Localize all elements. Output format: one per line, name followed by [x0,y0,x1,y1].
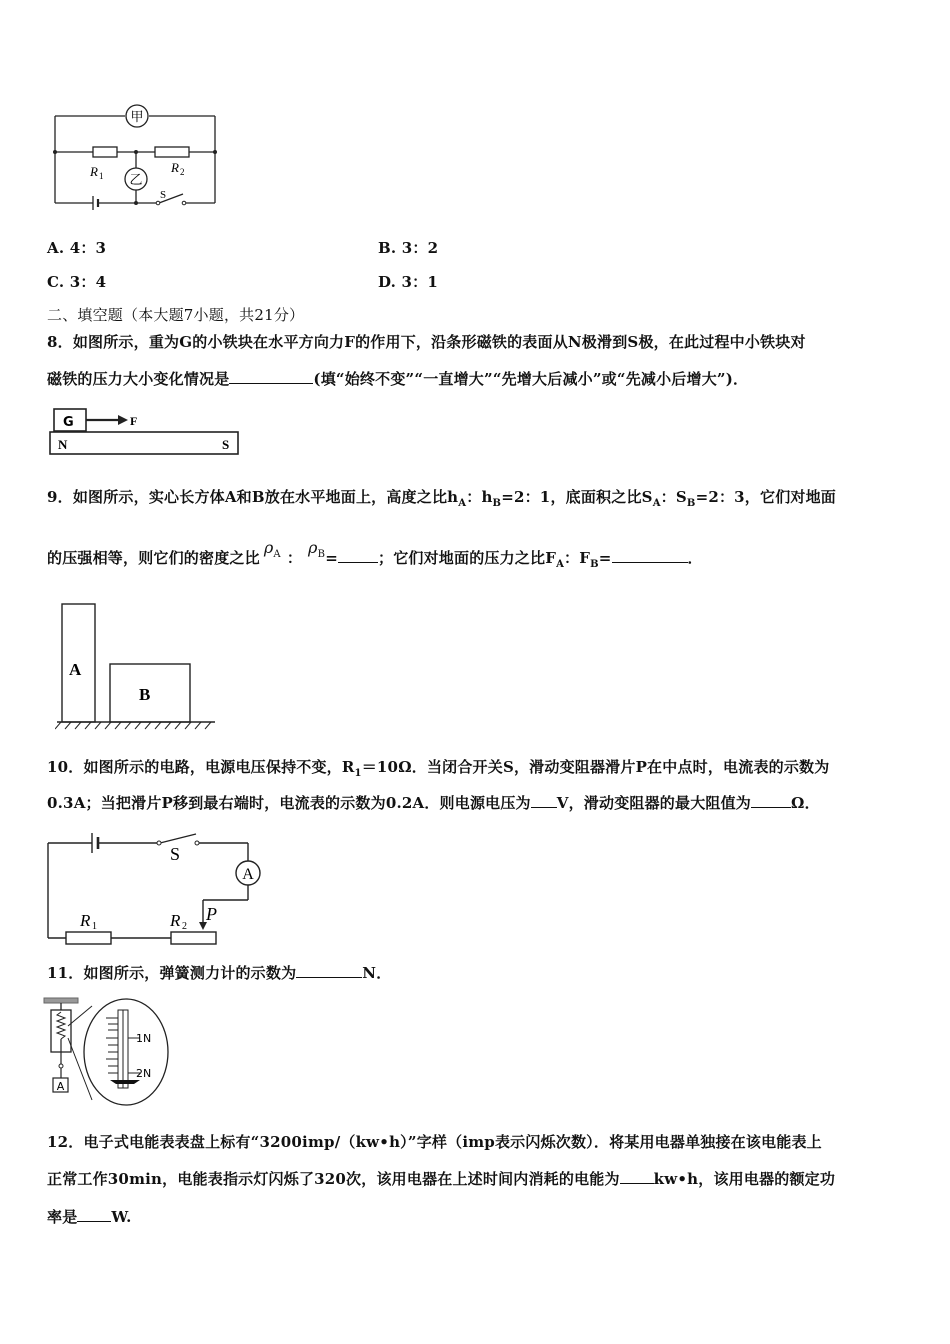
q9-line1-a: 9．如图所示，实心长方体A和B放在水平地面上，高度之比h [47,488,459,506]
q9-density-blank[interactable] [338,548,378,563]
block-g-label: G [63,415,74,430]
rho-b-sub: B [317,549,326,561]
q10-line1-a: 10．如图所示的电路，电源电压保持不变，R [47,758,355,776]
q10-line2-b: V，滑动变阻器的最大阻值为 [556,794,752,812]
q12-line2-a: 正常工作30min，电能表指示灯闪烁了320次，该用电器在上述时间内消耗的电能为 [47,1170,620,1188]
q9-sub-fb: B [590,559,599,570]
q9-fb: F [579,549,591,567]
q9-sub-sb: B [686,498,696,509]
q10-circuit-diagram [40,828,270,950]
weight-a-label: A [56,1080,65,1093]
q12-line2-b: kw•h，该用电器的额定功 [653,1170,836,1188]
q9-colon-1: ： [466,488,482,506]
q11-answer-blank[interactable] [296,963,362,978]
q9-rho-eq: = [325,549,338,567]
scale-2n-label: 2N [136,1067,152,1080]
q8-magnet-diagram [48,404,243,460]
option-b-text: 3：2 [401,239,439,257]
force-arrow-icon [118,415,128,425]
r2-sub: 2 [182,921,187,932]
q12-power-blank[interactable] [77,1207,111,1222]
option-b [378,237,438,258]
q9-line2-b: ；它们对地面的压力之比F [378,549,557,567]
q12-line3 [47,1206,132,1227]
q8-line2-b: (填“始终不变”“一直增大”“先增大后减小”或“先减小后增大”)． [313,370,749,388]
q8-line2 [47,368,748,389]
magnet-n-label: N [58,437,68,452]
q12-line2 [47,1168,835,1189]
q9-line2-a: 的压强相等，则它们的密度之比 [47,549,260,567]
rho-a-sub: A [273,549,281,561]
q10-resistance-blank[interactable] [751,793,791,808]
q9-line1 [47,486,836,509]
q10-line2-a: 0.3A；当把滑片P移到最右端时，电流表的示数为0.2A．则电源电压为 [47,794,531,812]
rho-b-symbol: ρ [308,538,318,557]
q11-spring-scale-diagram [40,994,170,1116]
section-title: 二、填空题（本大题7小题，共21分） [47,306,305,324]
option-c [47,271,106,292]
q9-colon-2: ： [660,488,676,506]
rho-b [308,538,326,561]
bar-magnet [50,432,238,454]
q8-answer-blank[interactable] [229,369,313,384]
block-a-label: A [69,660,82,679]
switch-s-label: S [170,844,181,864]
meter-jia-label: 甲 [130,109,144,124]
q10-voltage-blank[interactable] [531,793,557,808]
magnet-s-label: S [222,437,230,452]
r1-label: R [90,164,98,179]
switch-label: S [160,189,167,201]
q9-line1-b: =2：1，底面积之比S [501,488,653,506]
q9-sub-fa: A [556,559,565,570]
q12-line3-b: W. [111,1208,132,1226]
option-c-text: 3：4 [69,273,107,291]
slider-p-label: P [206,904,217,924]
q9-sub-hb: B [492,498,502,509]
q10-line2-c: Ω． [791,794,820,812]
q9-sb: S [675,488,687,506]
option-c-key: C. [47,273,65,291]
rho-a-symbol: ρ [263,538,274,557]
q9-hb: h [481,488,493,506]
q9-line2-c: = [598,549,612,567]
q10-r1-sub: 1 [354,768,362,779]
q9-force-blank[interactable] [612,548,688,563]
q12-line3-a: 率是 [47,1208,78,1226]
r2-label: R [171,160,179,175]
q10-line2 [47,792,820,813]
q8-line1: 8．如图所示，重为G的小铁块在水平方向力F的作用下，沿条形磁铁的表面从N极滑到S极，在此过程中小铁块对 [47,333,806,351]
r1-sub: 1 [92,921,97,932]
q10-line1 [47,756,829,779]
q10-line1-b: ＝10Ω．当闭合开关S，滑动变阻器滑片P在中点时，电流表的示数为 [361,758,830,776]
q8-line2-a: 磁铁的压力大小变化情况是 [47,370,230,388]
option-a-text: 4：3 [69,239,107,257]
q9-line2 [47,538,703,570]
option-d-text: 3：1 [401,273,439,291]
rho-a [263,538,281,561]
scale-1n-label: 1N [136,1032,152,1045]
option-a [47,237,106,258]
q9-colon-3: ： [564,549,580,567]
force-f-label: F [130,414,138,428]
meter-yi-label: 乙 [129,172,143,187]
q9-line1-c: =2：3，它们对地面 [695,488,837,506]
q7-circuit-diagram [45,100,225,220]
r2-sub: 2 [180,167,185,177]
q11-line1-a: 11．如图所示，弹簧测力计的示数为 [47,964,297,982]
r1-sub: 1 [99,171,104,181]
r2-label: R [170,911,181,930]
q11-line1 [47,962,391,983]
q12-energy-blank[interactable] [620,1169,654,1184]
r1-label: R [80,911,91,930]
q9-sub-ha: A [458,498,467,509]
q9-rho-colon: ： [286,549,303,567]
q9-period: ． [687,549,703,567]
q9-blocks-diagram [55,598,220,732]
option-b-key: B. [378,239,397,257]
ammeter-label: A [242,866,254,883]
option-d [378,271,438,292]
q9-sub-sa: A [652,498,661,509]
option-a-key: A. [47,239,65,257]
q12-line1: 12．电子式电能表表盘上标有“3200imp/（kw•h）”字样（imp表示闪烁次数）．将某用电器单独接在该电能表上 [47,1133,822,1151]
option-d-key: D. [378,273,397,291]
block-b-label: B [139,685,151,704]
q11-line1-b: N． [362,964,392,982]
